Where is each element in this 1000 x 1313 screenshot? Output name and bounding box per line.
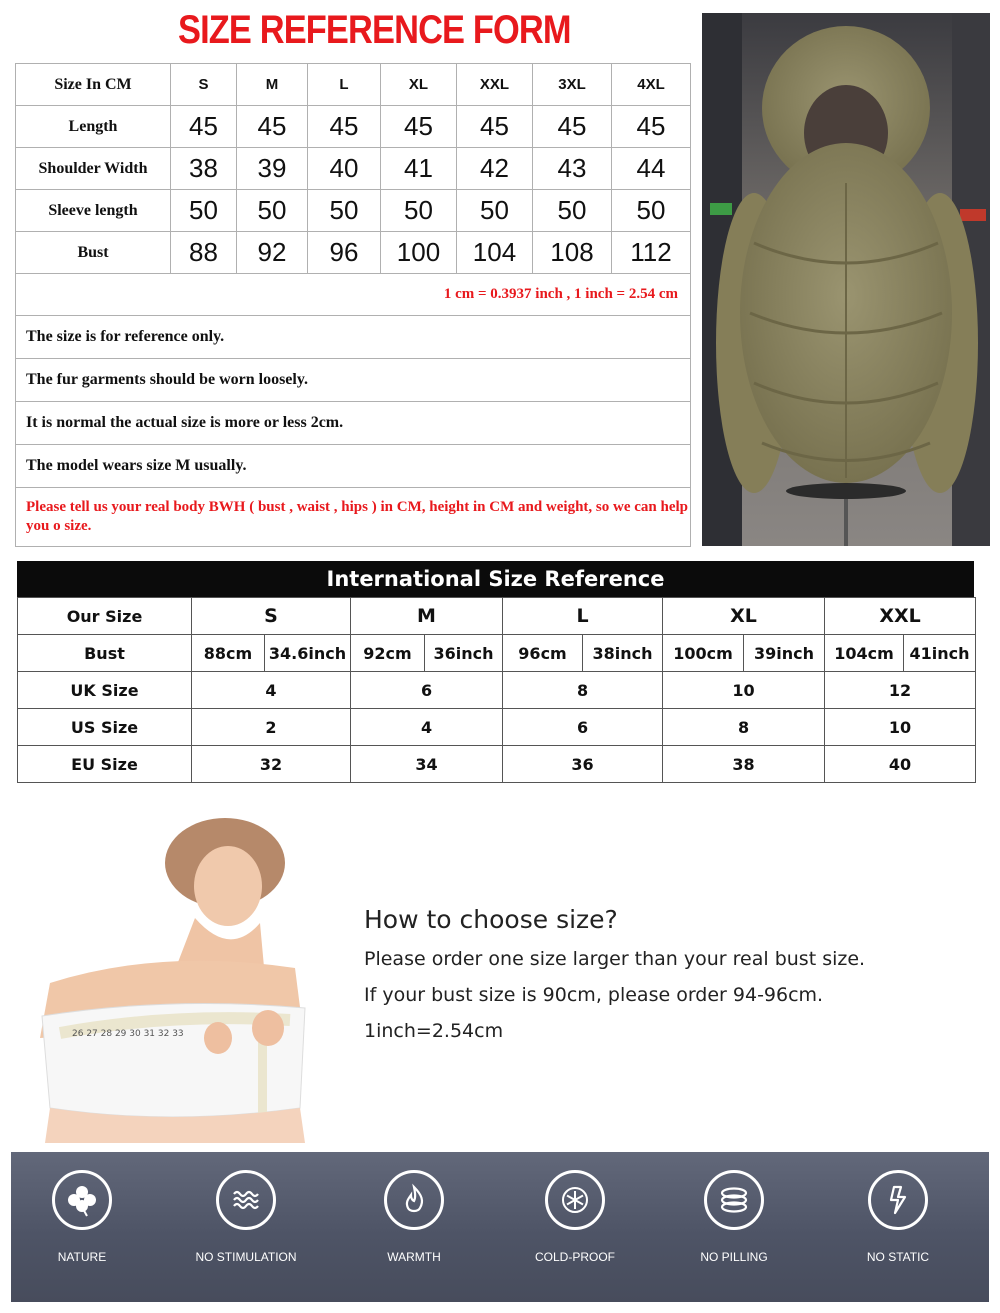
size-value: 108 xyxy=(533,232,612,274)
row-label: Shoulder Width xyxy=(16,148,171,190)
size-value: 12 xyxy=(825,672,976,709)
size-value: 45 xyxy=(457,106,533,148)
row-label: Bust xyxy=(18,635,192,672)
header-cell: M xyxy=(237,64,308,106)
size-value: 6 xyxy=(503,709,663,746)
row-label: EU Size xyxy=(18,746,192,783)
size-cell: S xyxy=(192,598,351,635)
bust-inch: 39inch xyxy=(744,635,825,672)
header-cell: L xyxy=(308,64,381,106)
size-value: 50 xyxy=(381,190,457,232)
size-value: 8 xyxy=(503,672,663,709)
note-text: The size is for reference only. xyxy=(16,316,691,359)
feature-no-stimulation xyxy=(171,1170,321,1264)
header-cell: 3XL xyxy=(533,64,612,106)
row-label: Our Size xyxy=(18,598,192,635)
feature-label: NO STIMULATION xyxy=(195,1250,297,1264)
bust-cm: 96cm xyxy=(503,635,583,672)
howto-heading: How to choose size? xyxy=(364,905,618,934)
header-cell: XXL xyxy=(457,64,533,106)
size-value: 50 xyxy=(171,190,237,232)
size-value: 50 xyxy=(237,190,308,232)
intl-size-title: International Size Reference xyxy=(17,561,974,597)
howto-line: If your bust size is 90cm, please order 94-96cm. xyxy=(364,984,824,1006)
feature-no-pilling xyxy=(659,1170,809,1264)
note-text: The fur garments should be worn loosely. xyxy=(16,359,691,402)
header-cell: 4XL xyxy=(612,64,691,106)
feature-warmth xyxy=(339,1170,489,1264)
bust-inch: 41inch xyxy=(904,635,976,672)
bust-measuring-photo xyxy=(20,808,316,1143)
size-value: 104 xyxy=(457,232,533,274)
bust-inch: 34.6inch xyxy=(265,635,351,672)
feature-label: WARMTH xyxy=(387,1250,441,1264)
howto-line: Please order one size larger than your real bust size. xyxy=(364,948,866,970)
size-value: 41 xyxy=(381,148,457,190)
snowflake-icon xyxy=(545,1170,605,1230)
size-value: 8 xyxy=(663,709,825,746)
size-value: 50 xyxy=(533,190,612,232)
size-value: 45 xyxy=(237,106,308,148)
international-size-table xyxy=(17,597,976,783)
size-value: 38 xyxy=(663,746,825,783)
feature-label: NO PILLING xyxy=(700,1250,768,1264)
lightning-icon xyxy=(868,1170,928,1230)
size-value: 10 xyxy=(663,672,825,709)
size-value: 50 xyxy=(308,190,381,232)
size-value: 34 xyxy=(351,746,503,783)
note-row xyxy=(16,402,691,445)
size-value: 10 xyxy=(825,709,976,746)
header-cell: XL xyxy=(381,64,457,106)
howto-line: 1inch=2.54cm xyxy=(364,1020,504,1042)
table-row xyxy=(16,190,691,232)
size-cell: M xyxy=(351,598,503,635)
table-row xyxy=(16,106,691,148)
clover-icon xyxy=(52,1170,112,1230)
size-value: 43 xyxy=(533,148,612,190)
size-value: 45 xyxy=(171,106,237,148)
feature-cold-proof xyxy=(500,1170,650,1264)
size-value: 50 xyxy=(457,190,533,232)
table-row xyxy=(16,232,691,274)
size-value: 38 xyxy=(171,148,237,190)
size-value: 45 xyxy=(612,106,691,148)
size-value: 112 xyxy=(612,232,691,274)
table-row xyxy=(16,148,691,190)
row-label: UK Size xyxy=(18,672,192,709)
size-value: 39 xyxy=(237,148,308,190)
size-value: 100 xyxy=(381,232,457,274)
feature-label: COLD-PROOF xyxy=(534,1250,615,1264)
bust-cm: 100cm xyxy=(663,635,744,672)
table-row xyxy=(18,746,976,783)
note-row xyxy=(16,445,691,488)
our-size-row xyxy=(18,598,976,635)
size-value: 4 xyxy=(192,672,351,709)
size-value: 44 xyxy=(612,148,691,190)
feature-label: NATURE xyxy=(57,1250,107,1264)
bust-cm: 88cm xyxy=(192,635,265,672)
size-value: 45 xyxy=(308,106,381,148)
size-value: 40 xyxy=(308,148,381,190)
size-value: 96 xyxy=(308,232,381,274)
tape-measure-numbers: 26 27 28 29 30 31 32 33 xyxy=(72,1029,184,1039)
coil-icon xyxy=(704,1170,764,1230)
size-reference-table xyxy=(15,63,691,547)
note-row xyxy=(16,359,691,402)
fur-coat-photo xyxy=(702,13,990,546)
bust-cm: 92cm xyxy=(351,635,425,672)
flame-icon xyxy=(384,1170,444,1230)
bust-cm: 104cm xyxy=(825,635,904,672)
size-value: 2 xyxy=(192,709,351,746)
bust-inch: 36inch xyxy=(425,635,503,672)
size-header-row xyxy=(16,64,691,106)
size-value: 88 xyxy=(171,232,237,274)
size-value: 32 xyxy=(192,746,351,783)
row-label: Length xyxy=(16,106,171,148)
how-to-choose-size xyxy=(364,905,865,1056)
row-label: Bust xyxy=(16,232,171,274)
note-text: It is normal the actual size is more or less 2cm. xyxy=(16,402,691,445)
bust-row xyxy=(18,635,976,672)
row-label: Sleeve length xyxy=(16,190,171,232)
waves-icon xyxy=(216,1170,276,1230)
table-row xyxy=(18,709,976,746)
size-value: 36 xyxy=(503,746,663,783)
feature-no-static xyxy=(823,1170,973,1264)
size-value: 4 xyxy=(351,709,503,746)
size-value: 50 xyxy=(612,190,691,232)
bust-inch: 38inch xyxy=(583,635,663,672)
conversion-row xyxy=(16,274,691,316)
table-row xyxy=(18,672,976,709)
row-label: US Size xyxy=(18,709,192,746)
size-value: 6 xyxy=(351,672,503,709)
size-form-title: SIZE REFERENCE FORM xyxy=(178,8,571,52)
note-text: The model wears size M usually. xyxy=(16,445,691,488)
unit-conversion-note: 1 cm = 0.3937 inch , 1 inch = 2.54 cm xyxy=(16,274,691,316)
size-value: 92 xyxy=(237,232,308,274)
header-cell: Size In CM xyxy=(16,64,171,106)
size-value: 45 xyxy=(381,106,457,148)
note-row xyxy=(16,316,691,359)
header-cell: S xyxy=(171,64,237,106)
measurement-request-note: Please tell us your real body BWH ( bust , waist , hips ) in CM, height in CM and weight, so we can help you o size. xyxy=(16,488,691,547)
feature-nature xyxy=(7,1170,157,1264)
feature-label: NO STATIC xyxy=(866,1250,930,1264)
features-bar xyxy=(11,1152,989,1302)
size-cell: XL xyxy=(663,598,825,635)
size-value: 40 xyxy=(825,746,976,783)
size-value: 42 xyxy=(457,148,533,190)
size-value: 45 xyxy=(533,106,612,148)
size-cell: L xyxy=(503,598,663,635)
note-row xyxy=(16,488,691,547)
size-cell: XXL xyxy=(825,598,976,635)
